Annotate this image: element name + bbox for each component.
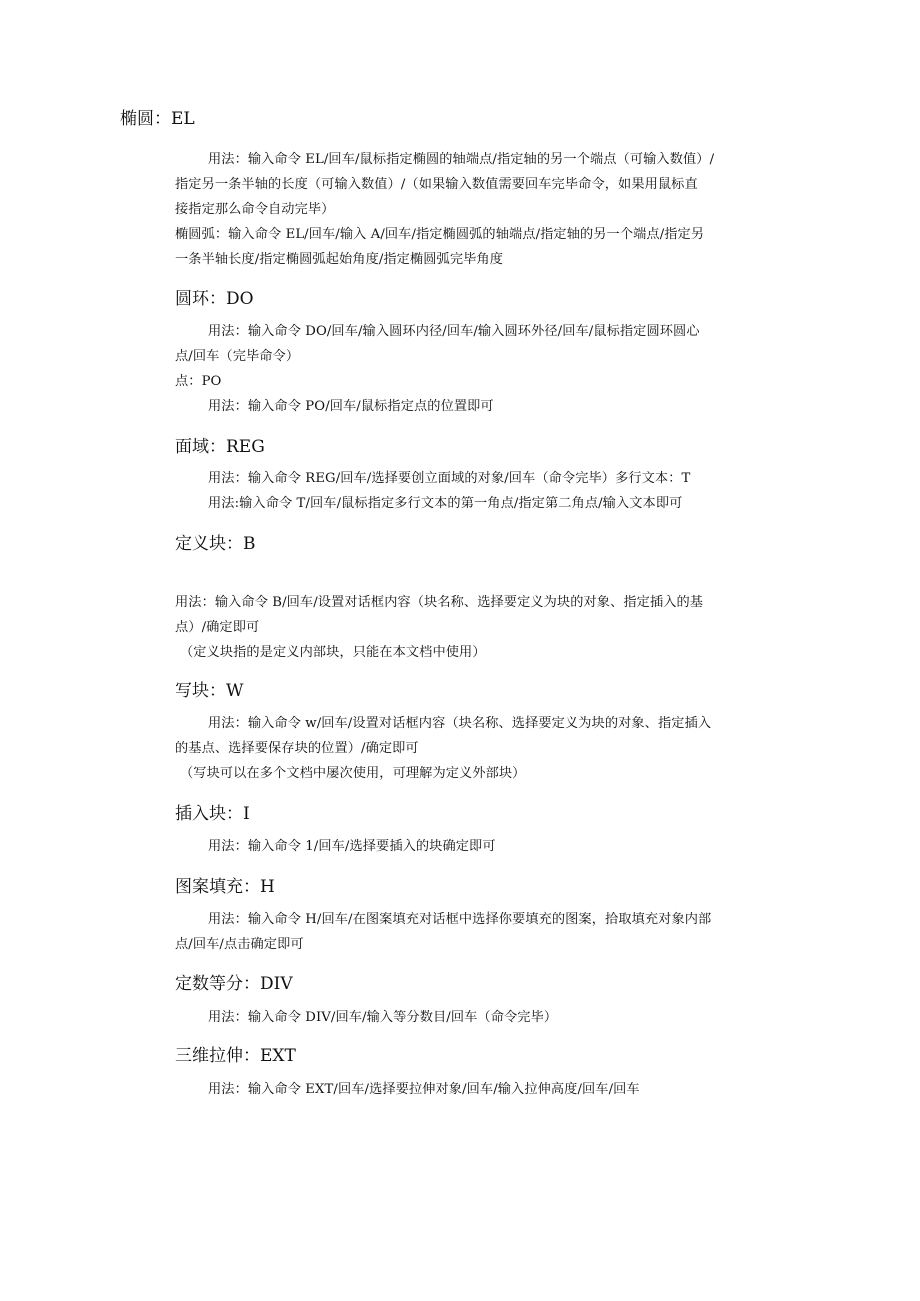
paragraph-line: （写块可以在多个文档中屡次使用，可理解为定义外部块） (180, 766, 526, 781)
heading-divide: 定数等分：DIV (175, 974, 293, 994)
paragraph-line: 点）/确定即可 (175, 620, 260, 635)
paragraph-line: 椭圆弧：输入命令 EL/回车/输入 A/回车/指定椭圆弧的轴端点/指定轴的另一个端点/指定另 (175, 227, 705, 242)
paragraph-line: 接指定那么命令自动完毕） (175, 202, 335, 217)
paragraph-line: 点：PO (175, 374, 222, 389)
paragraph-line: 点/回车（完毕命令） (175, 349, 300, 364)
paragraph-line: 指定另一条半轴的长度（可输入数值）/（如果输入数值需要回车完毕命令，如果用鼠标直 (175, 177, 698, 192)
heading-ellipse: 椭圆：EL (120, 109, 195, 129)
paragraph-line: 用法：输入命令 EL/回车/鼠标指定椭圆的轴端点/指定轴的另一个端点（可输入数值）/ (208, 152, 715, 167)
paragraph-line: 用法：输入命令 REG/回车/选择要创立面域的对象/回车（命令完毕）多行文本：T (208, 471, 691, 486)
heading-define-block: 定义块：B (175, 534, 256, 554)
paragraph-line: 用法：输入命令 1/回车/选择要插入的块确定即可 (208, 839, 496, 854)
paragraph-line: 用法：输入命令 EXT/回车/选择要拉伸对象/回车/输入拉伸高度/回车/回车 (208, 1082, 640, 1097)
paragraph-line: 用法：输入命令 PO/回车/鼠标指定点的位置即可 (208, 399, 494, 414)
paragraph-line: 用法：输入命令 DIV/回车/输入等分数目/回车（命令完毕） (208, 1010, 558, 1025)
paragraph-line: 用法：输入命令 B/回车/设置对话框内容（块名称、选择要定义为块的对象、指定插入的基 (175, 595, 704, 610)
paragraph-line: （定义块指的是定义内部块，只能在本文档中使用） (180, 645, 486, 660)
paragraph-line: 用法：输入命令 H/回车/在图案填充对话框中选择你要填充的图案，拾取填充对象内部 (208, 912, 712, 927)
paragraph-line: 点/回车/点击确定即可 (175, 937, 304, 952)
paragraph-line: 一条半轴长度/指定椭圆弧起始角度/指定椭圆弧完毕角度 (175, 252, 503, 267)
heading-hatch: 图案填充：H (175, 877, 275, 897)
heading-region: 面域：REG (175, 437, 265, 457)
heading-write-block: 写块：W (175, 681, 244, 701)
heading-insert-block: 插入块：I (175, 804, 250, 824)
heading-extrude: 三维拉伸：EXT (175, 1046, 296, 1066)
paragraph-line: 用法:输入命令 T/回车/鼠标指定多行文本的第一角点/指定第二角点/输入文本即可 (208, 496, 683, 511)
paragraph-line: 用法：输入命令 DO/回车/输入圆环内径/回车/输入圆环外径/回车/鼠标指定圆环圆心 (208, 324, 700, 339)
paragraph-line: 的基点、选择要保存块的位置）/确定即可 (175, 741, 419, 756)
paragraph-line: 用法：输入命令 w/回车/设置对话框内容（块名称、选择要定义为块的对象、指定插入 (208, 716, 712, 731)
heading-donut: 圆环：DO (175, 289, 254, 309)
